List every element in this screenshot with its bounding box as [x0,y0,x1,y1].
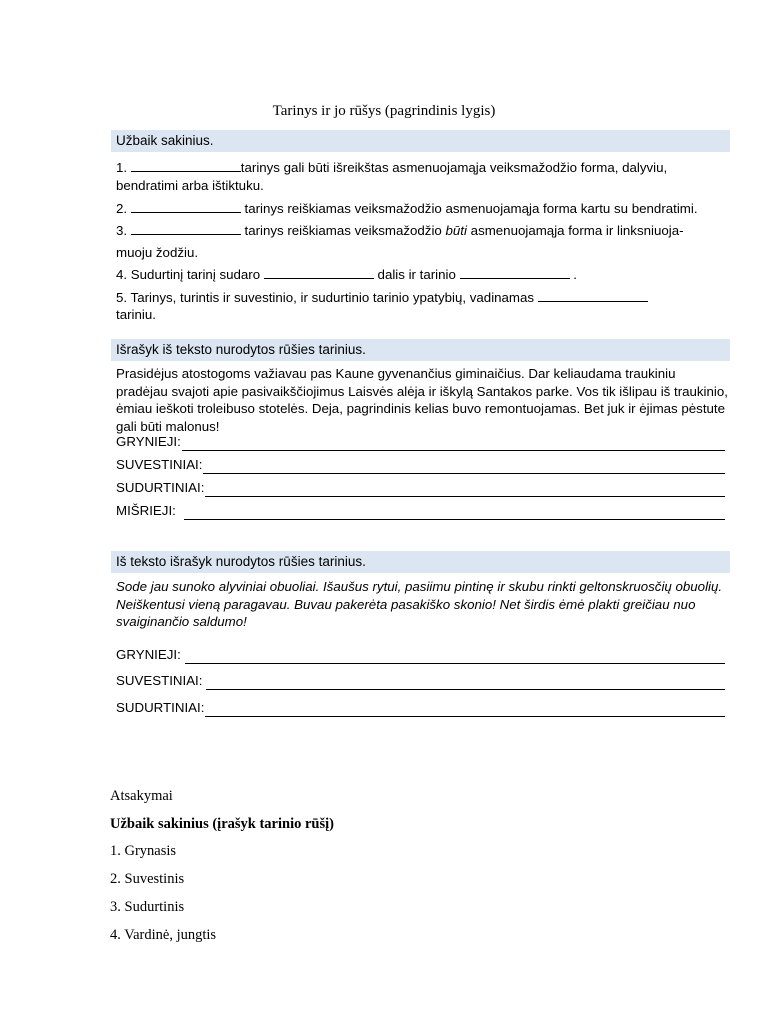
field-misrieji-1[interactable] [116,502,725,520]
question-1-line-2: bendratimi arba ištiktuku. [116,178,264,193]
section-header-complete-sentences: Užbaik sakinius. [111,130,730,152]
passage-text-1: Prasidėjus atostogoms važiavau pas Kaune gyvenančius giminaičius. Dar keliaudama traukiniu pradėjau svajoti apie pasivaikščiojimus Laisvės alėja ir iškylą Santakos parke. Vos tik išlipau iš traukinio, ėmiau ieškoti troleibuso stotelės. Deja, pagrindinis kelias buvo remontuojamas. Bet juk ir ėjimas pėstute gali būti malonus! [116,366,728,434]
answer-blank-5[interactable] [538,289,648,302]
answer-line[interactable] [206,677,725,690]
answers-subheading: Užbaik sakinius (įrašyk tarinio rūšį) [110,816,334,832]
field-label: SUVESTINIAI: [116,457,203,472]
question-1-line-1 [116,159,667,176]
answer-item-3: 3. Sudurtinis [110,899,185,915]
question-text: . [573,267,577,282]
answer-item-4: 4. Vardinė, jungtis [110,927,217,943]
question-3-line-2: muoju žodžiu. [116,245,199,260]
answer-line[interactable] [184,507,725,520]
field-label: MIŠRIEJI: [116,503,176,518]
answer-line[interactable] [205,484,725,497]
answer-line[interactable] [203,461,725,474]
field-grynieji-1[interactable] [116,433,725,451]
question-number: 2. [116,201,128,216]
page-title: Tarinys ir jo rūšys (pagrindinis lygis) [272,103,496,119]
question-text: dalis ir tarinio [377,267,456,282]
answer-line[interactable] [182,438,725,451]
question-5-line-2: tariniu. [116,307,156,322]
question-text: asmenuojamąja forma ir linksniuoja- [470,223,684,238]
field-sudurtiniai-2[interactable] [116,699,725,717]
answer-line[interactable] [185,651,725,664]
field-label: SUDURTINIAI: [116,700,205,715]
answer-line[interactable] [205,704,725,717]
question-number: 1. [116,160,128,175]
field-suvestiniai-1[interactable] [116,456,725,474]
answer-blank-4a[interactable] [264,266,374,279]
question-number: 3. [116,223,128,238]
answer-blank-1[interactable] [131,159,241,172]
question-3-line-1 [116,222,684,239]
question-text: 4. Sudurtinį tarinį sudaro [116,267,261,282]
field-label: SUVESTINIAI: [116,673,203,688]
field-label: SUDURTINIAI: [116,480,205,495]
section-header-extract-from-text: Iš teksto išrašyk nurodytos rūšies tarinius. [111,551,730,573]
section-header-extract-predicates: Išrašyk iš teksto nurodytos rūšies tarinius. [111,339,730,361]
answers-heading: Atsakymai [110,788,173,804]
answer-blank-2[interactable] [131,200,241,213]
question-4 [116,266,577,283]
answer-item-2: 2. Suvestinis [110,871,185,887]
answer-blank-3[interactable] [131,222,241,235]
passage-text-2: Sode jau sunoko alyviniai obuoliai. Išaušus rytui, pasiimu pintinę ir skubu rinkti geltonskruosčių obuolių. Neiškentusi vieną paragavau. Buvau pakerėta pasakiško skonio! Net širdis ėmė plakti greičiau nuo svaiginančio saldumo! [116,579,723,629]
question-text: 5. Tarinys, turintis ir suvestinio, ir sudurtinio tarinio ypatybių, vadinamas [116,290,535,305]
question-text-emphasis: būti [445,223,467,238]
field-grynieji-2[interactable] [116,646,725,664]
question-text: tarinys reiškiamas veiksmažodžio [244,223,442,238]
question-5-line-1 [116,289,648,306]
field-sudurtiniai-1[interactable] [116,479,725,497]
question-2 [116,200,698,217]
field-label: GRYNIEJI: [116,647,181,662]
answer-blank-4b[interactable] [460,266,570,279]
question-text: tarinys reiškiamas veiksmažodžio asmenuojamąja forma kartu su bendratimi. [244,201,698,216]
field-label: GRYNIEJI: [116,434,181,449]
field-suvestiniai-2[interactable] [116,672,725,690]
answer-item-1: 1. Grynasis [110,843,177,859]
question-text: tarinys gali būti išreikštas asmenuojamąja veiksmažodžio forma, dalyviu, [240,160,668,175]
